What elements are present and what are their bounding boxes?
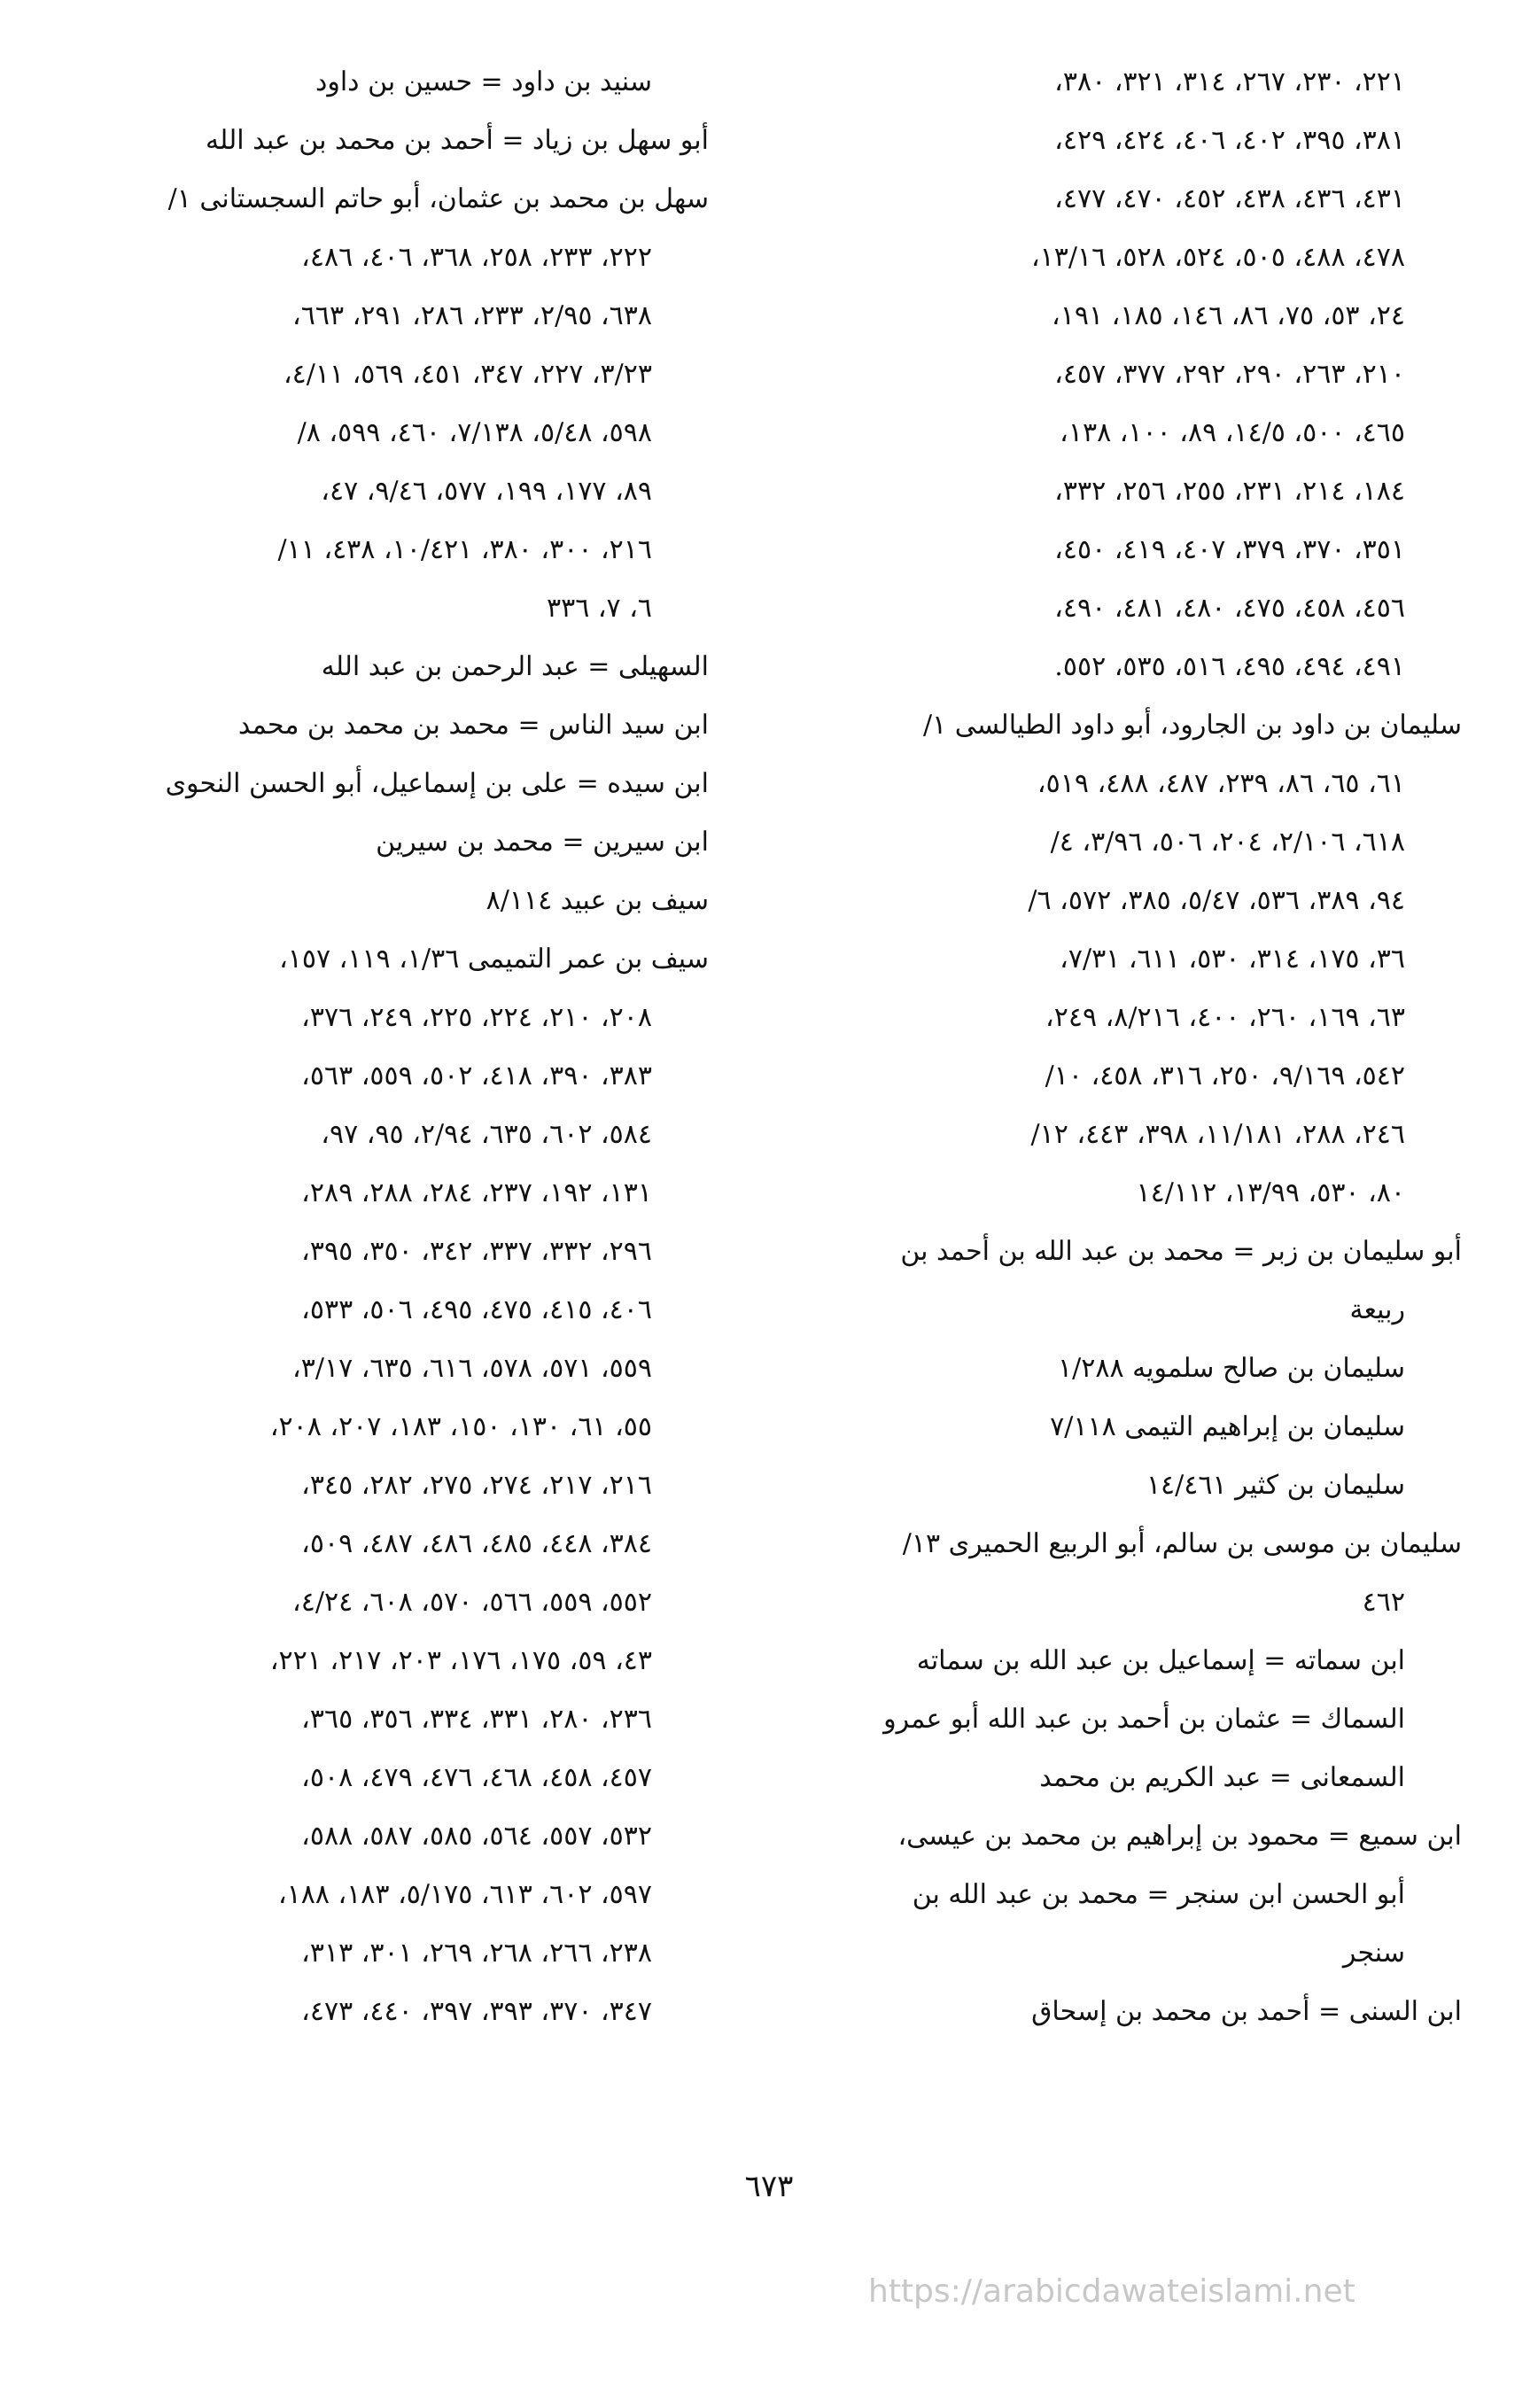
page-number: ٦٧٣ xyxy=(744,2169,794,2204)
index-line: ٥٥، ٦١، ١٣٠، ١٥٠، ١٨٣، ٢٠٧، ٢٠٨، xyxy=(269,1411,652,1442)
index-line: ٢١٦، ٢١٧، ٢٧٤، ٢٧٥، ٢٨٢، ٣٤٥، xyxy=(301,1470,652,1501)
index-line: سيف بن عمر التميمى ١/٣٦، ١١٩، ١٥٧، xyxy=(279,944,709,975)
index-line: سنيد بن داود = حسين بن داود xyxy=(315,66,652,97)
index-line: ٢٤، ٥٣، ٧٥، ٨٦، ١٤٦، ١٨٥، ١٩١، xyxy=(1052,300,1405,331)
index-line: ٦١، ٦٥، ٨٦، ٢٣٩، ٤٨٧، ٤٨٨، ٥١٩، xyxy=(1037,768,1405,799)
index-line: سنجر xyxy=(1342,1938,1405,1969)
index-line: سليمان بن كثير ١٤/٤٦١ xyxy=(1146,1470,1405,1501)
index-line: ابن سماته = إسماعيل بن عبد الله بن سماته xyxy=(916,1645,1405,1676)
index-line: ابن سيده = على بن إسماعيل، أبو الحسن النحوى xyxy=(165,768,709,799)
index-line: ابن السنى = أحمد بن محمد بن إسحاق xyxy=(1031,1996,1462,2027)
index-line: ٤٣١، ٤٣٦، ٤٣٨، ٤٥٢، ٤٧٠، ٤٧٧، xyxy=(1054,183,1405,214)
index-line: ٤٦٢ xyxy=(1362,1587,1405,1618)
index-line: ٦، ٧، ٣٣٦ xyxy=(546,593,652,624)
index-line: ٢١٠، ٢٦٣، ٢٩٠، ٢٩٢، ٣٧٧، ٤٥٧، xyxy=(1054,359,1405,390)
index-line: ٢٩٦، ٣٣٢، ٣٣٧، ٣٤٢، ٣٥٠، ٣٩٥، xyxy=(301,1236,652,1267)
index-line: سليمان بن داود بن الجارود، أبو داود الطيالسى ١/ xyxy=(923,710,1462,741)
index-line: ٣٥١، ٣٧٠، ٣٧٩، ٤٠٧، ٤١٩، ٤٥٠، xyxy=(1054,534,1405,565)
index-line: ربيعة xyxy=(1349,1294,1405,1325)
index-line: ٣٦، ١٧٥، ٣١٤، ٥٣٠، ٦١١، ٧/٣١، xyxy=(1060,944,1405,975)
index-line: ٥٩٧، ٦٠٢، ٦١٣، ٥/١٧٥، ١٨٣، ١٨٨، xyxy=(277,1879,652,1910)
index-line: السماك = عثمان بن أحمد بن عبد الله أبو عمرو xyxy=(883,1704,1405,1735)
index-line: ٢٢١، ٢٣٠، ٢٦٧، ٣١٤، ٣٢١، ٣٨٠، xyxy=(1054,66,1405,97)
index-line: ٤٣، ٥٩، ١٧٥، ١٧٦، ٢٠٣، ٢١٧، ٢٢١، xyxy=(269,1645,652,1676)
index-line: ٢١٦، ٣٠٠، ٣٨٠، ١٠/٤٢١، ٤٣٨، ١١/ xyxy=(277,534,652,565)
index-line: أبو الحسن ابن سنجر = محمد بن عبد الله بن xyxy=(912,1879,1405,1910)
index-line: سليمان بن صالح سلمويه ١/٢٨٨ xyxy=(1058,1353,1405,1384)
index-line: ٥٥٩، ٥٧١، ٥٧٨، ٦١٦، ٦٣٥، ٣/١٧، xyxy=(292,1353,652,1384)
index-line: ٣/٢٣، ٢٢٧، ٣٤٧، ٤٥١، ٥٦٩، ٤/١١، xyxy=(283,359,652,390)
index-line: ابن سميع = محمود بن إبراهيم بن محمد بن عيسى، xyxy=(897,1821,1462,1852)
index-line: ٨٩، ١٧٧، ١٩٩، ٥٧٧، ٩/٤٦، ٤٧، xyxy=(321,476,652,507)
index-line: سليمان بن إبراهيم التيمى ٧/١١٨ xyxy=(1050,1411,1405,1442)
index-line: ٣٨٣، ٣٩٠، ٤١٨، ٥٠٢، ٥٥٩، ٥٦٣، xyxy=(301,1060,652,1091)
index-line: ٢٣٨، ٢٦٦، ٢٦٨، ٢٦٩، ٣٠١، ٣١٣، xyxy=(301,1938,652,1969)
index-line: ٣٤٧، ٣٧٠، ٣٩٣، ٣٩٧، ٤٤٠، ٤٧٣، xyxy=(301,1996,652,2027)
index-line: ٨٠، ٥٣٠، ١٣/٩٩، ١٤/١١٢ xyxy=(1136,1177,1405,1208)
index-line: ٦١٨، ٢/١٠٦، ٢٠٤، ٥٠٦، ٣/٩٦، ٤/ xyxy=(1050,827,1405,858)
left-index-column xyxy=(27,53,709,2041)
index-line: ١٣١، ١٩٢، ٢٣٧، ٢٨٤، ٢٨٨، ٢٨٩، xyxy=(301,1177,652,1208)
index-line: ٩٤، ٣٨٩، ٥٣٦، ٥/٤٧، ٣٨٥، ٥٧٢، ٦/ xyxy=(1028,885,1405,916)
index-line: ابن سيرين = محمد بن سيرين xyxy=(376,827,709,858)
index-line: ٢٤٦، ٢٨٨، ١١/١٨١، ٣٩٨، ٤٤٣، ١٢/ xyxy=(1030,1119,1405,1150)
index-line: ٤٧٨، ٤٨٨، ٥٠٥، ٥٢٤، ٥٢٨، ١٣/١٦، xyxy=(1030,242,1405,273)
index-line: سليمان بن موسى بن سالم، أبو الربيع الحميرى ١٣/ xyxy=(902,1528,1462,1559)
index-line: ٥٨٤، ٦٠٢، ٦٣٥، ٢/٩٤، ٩٥، ٩٧، xyxy=(321,1119,652,1150)
index-line: ٦٣، ١٦٩، ٢٦٠، ٤٠٠، ٨/٢١٦، ٢٤٩، xyxy=(1045,1002,1405,1033)
index-line: ٣٨٤، ٤٤٨، ٤٨٥، ٤٨٦، ٤٨٧، ٥٠٩، xyxy=(301,1528,652,1559)
index-line: ٥٣٢، ٥٥٧، ٥٦٤، ٥٨٥، ٥٨٧، ٥٨٨، xyxy=(301,1821,652,1852)
index-line: ٢٣٦، ٢٨٠، ٣٣١، ٣٣٤، ٣٥٦، ٣٦٥، xyxy=(301,1704,652,1735)
watermark-url[interactable]: https://arabicdawateislami.net xyxy=(868,2273,1355,2310)
index-line: سيف بن عبيد ٨/١١٤ xyxy=(485,885,709,916)
index-line: ١٨٤، ٢١٤، ٢٣١، ٢٥٥، ٢٥٦، ٣٣٢، xyxy=(1054,476,1405,507)
index-line: ٣٨١، ٣٩٥، ٤٠٢، ٤٠٦، ٤٢٤، ٤٢٩، xyxy=(1054,125,1405,156)
index-line: أبو سهل بن زياد = أحمد بن محمد بن عبد الله xyxy=(206,125,709,156)
index-line: ٥٥٢، ٥٥٩، ٥٦٦، ٥٧٠، ٦٠٨، ٤/٢٤، xyxy=(292,1587,652,1618)
index-line: ٤٥٦، ٤٥٨، ٤٧٥، ٤٨٠، ٤٨١، ٤٩٠، xyxy=(1054,593,1405,624)
index-line: السهيلى = عبد الرحمن بن عبد الله xyxy=(321,651,709,682)
index-line: ٦٣٨، ٢/٩٥، ٢٣٣، ٢٨٦، ٢٩١، ٦٦٣، xyxy=(292,300,652,331)
index-line: ٤٩١، ٤٩٤، ٤٩٥، ٥١٦، ٥٣٥، ٥٥٢. xyxy=(1054,651,1405,682)
index-line: ٥٤٢، ٩/١٦٩، ٢٥٠، ٣١٦، ٤٥٨، ١٠/ xyxy=(1045,1060,1405,1091)
index-line: السمعانى = عبد الكريم بن محمد xyxy=(1039,1762,1405,1793)
index-line: سهل بن محمد بن عثمان، أبو حاتم السجستانى ١/ xyxy=(167,183,709,214)
index-line: ٤٠٦، ٤١٥، ٤٧٥، ٤٩٥، ٥٠٦، ٥٣٣، xyxy=(301,1294,652,1325)
index-line: ٢٢٢، ٢٣٣، ٢٥٨، ٣٦٨، ٤٠٦، ٤٨٦، xyxy=(301,242,652,273)
right-index-column xyxy=(780,53,1462,2041)
index-line: ٢٠٨، ٢١٠، ٢٢٤، ٢٢٥، ٢٤٩، ٣٧٦، xyxy=(301,1002,652,1033)
index-line: ابن سيد الناس = محمد بن محمد بن محمد xyxy=(237,710,709,741)
index-line: ٤٦٥، ٥٠٠، ١٤/٥، ٨٩، ١٠٠، ١٣٨، xyxy=(1060,417,1405,448)
index-line: أبو سليمان بن زبر = محمد بن عبد الله بن أحمد بن xyxy=(900,1236,1462,1267)
index-line: ٥٩٨، ٥/٤٨، ٧/١٣٨، ٤٦٠، ٥٩٩، ٨/ xyxy=(297,417,652,448)
index-line: ٤٥٧، ٤٥٨، ٤٦٨، ٤٧٦، ٤٧٩، ٥٠٨، xyxy=(301,1762,652,1793)
